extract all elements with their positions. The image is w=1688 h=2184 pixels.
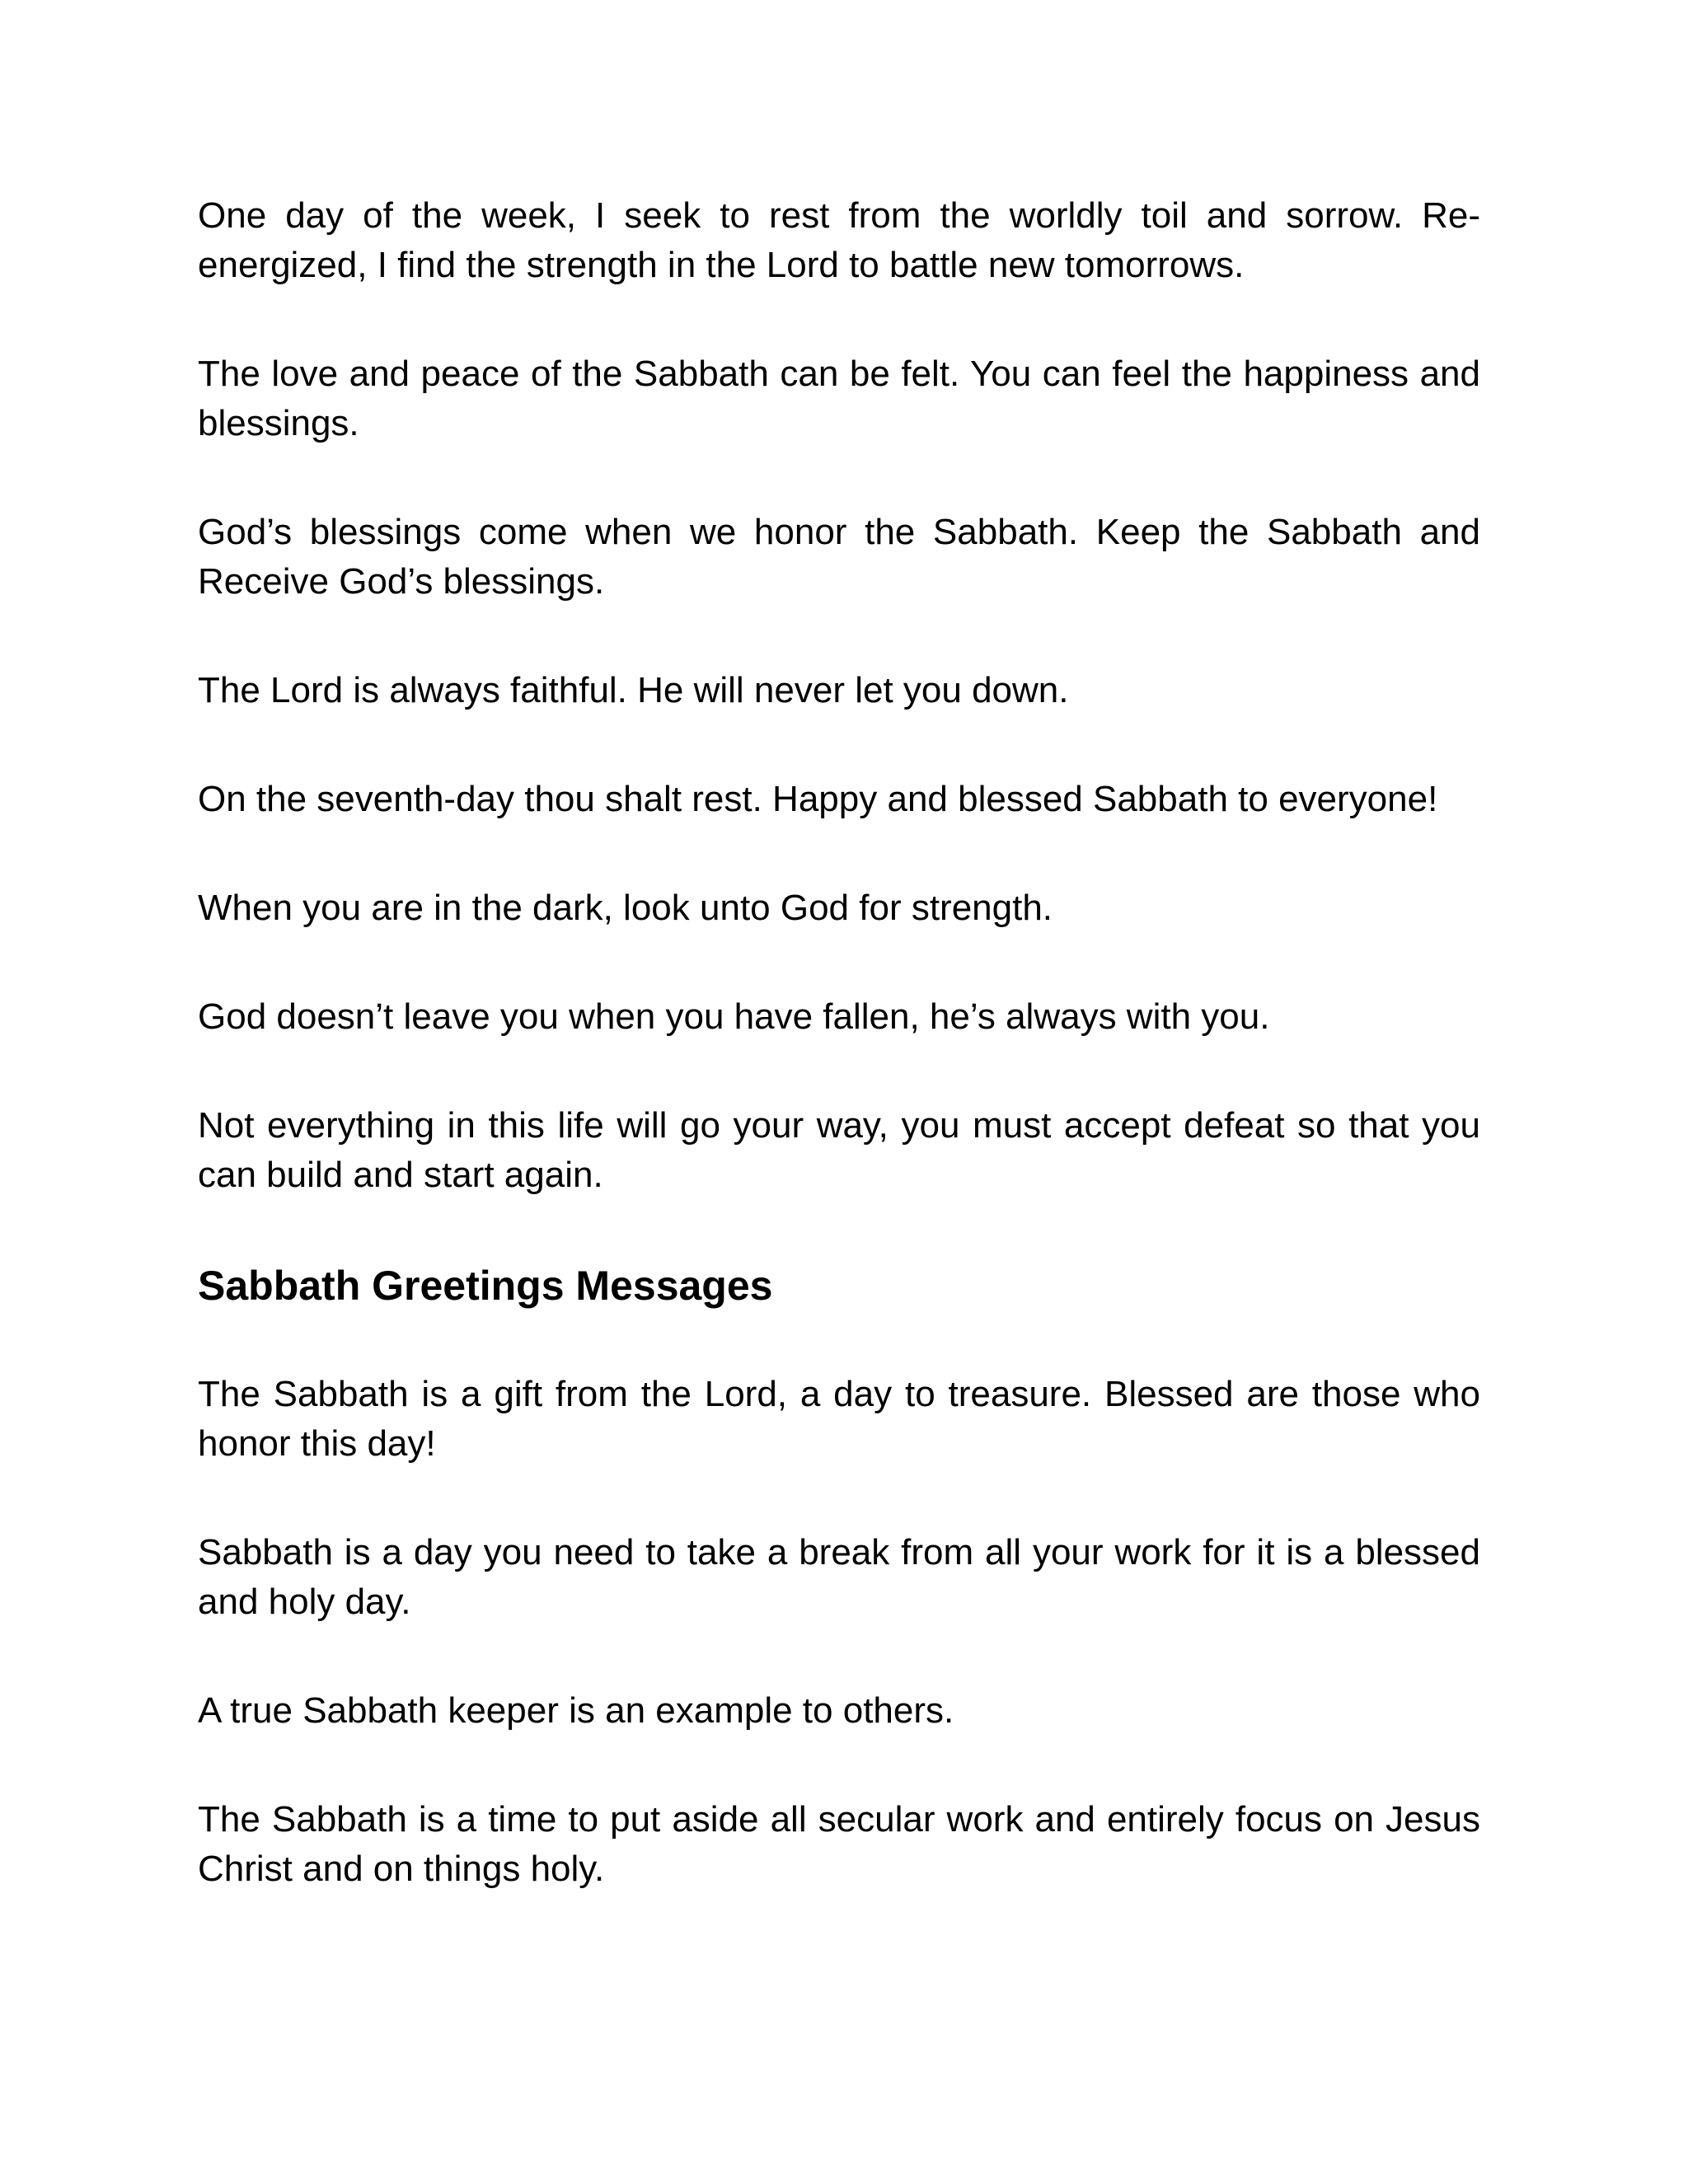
paragraph: Not everything in this life will go your way, you must accept defeat so that you can build and start again. — [198, 1105, 1480, 1195]
paragraph: God’s blessings come when we honor the Sabbath. Keep the Sabbath and Receive God’s blessings. — [198, 512, 1480, 602]
paragraph: The Lord is always faithful. He will never let you down. — [198, 670, 1069, 710]
paragraph: God doesn’t leave you when you have fallen, he’s always with you. — [198, 996, 1270, 1037]
document-body — [198, 191, 1480, 1953]
paragraph: The Sabbath is a time to put aside all secular work and entirely focus on Jesus Christ and on things holy. — [198, 1799, 1480, 1889]
paragraph: The Sabbath is a gift from the Lord, a day to treasure. Blessed are those who honor this day! — [198, 1374, 1480, 1464]
paragraph: A true Sabbath keeper is an example to others. — [198, 1690, 954, 1731]
paragraph: One day of the week, I seek to rest from the worldly toil and sorrow. Re-energized, I find the strength in the Lord to battle new tomorrows. — [198, 195, 1480, 285]
paragraph: When you are in the dark, look unto God for strength. — [198, 888, 1053, 928]
paragraph: Sabbath is a day you need to take a break from all your work for it is a blessed and holy day. — [198, 1532, 1480, 1622]
paragraph: On the seventh-day thou shalt rest. Happy and blessed Sabbath to everyone! — [198, 779, 1438, 819]
paragraph: The love and peace of the Sabbath can be felt. You can feel the happiness and blessings. — [198, 354, 1480, 443]
section-heading: Sabbath Greetings Messages — [198, 1263, 773, 1309]
